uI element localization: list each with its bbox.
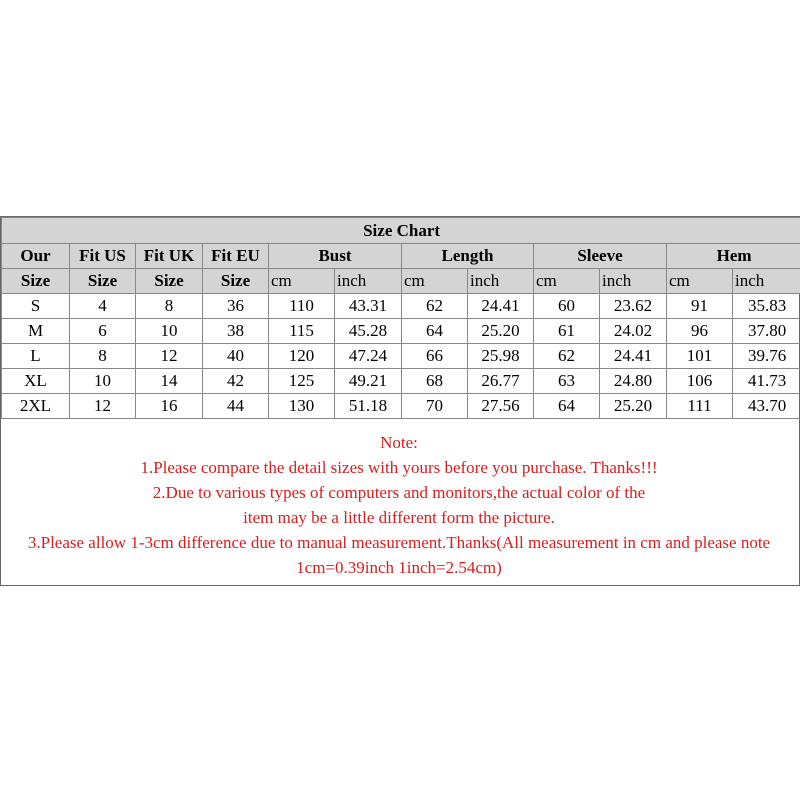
table-cell: 8 (136, 294, 203, 319)
table-cell: 70 (402, 394, 468, 419)
table-cell: 61 (534, 319, 600, 344)
table-cell: 27.56 (468, 394, 534, 419)
table-row (2, 344, 800, 369)
table-cell: XL (2, 369, 70, 394)
table-cell: 91 (667, 294, 733, 319)
table-cell: 24.41 (600, 344, 667, 369)
header-us-size: Size (70, 269, 136, 294)
table-cell: 42 (203, 369, 269, 394)
bust-inch-header: inch (335, 269, 402, 294)
table-cell: 26.77 (468, 369, 534, 394)
header-fit-eu: Fit EU (203, 244, 269, 269)
table-cell: 130 (269, 394, 335, 419)
table-cell: 110 (269, 294, 335, 319)
table-cell: 125 (269, 369, 335, 394)
table-cell: M (2, 319, 70, 344)
header-uk-size: Size (136, 269, 203, 294)
table-cell: 44 (203, 394, 269, 419)
sleeve-cm-header: cm (534, 269, 600, 294)
table-cell: 35.83 (733, 294, 800, 319)
table-cell: 66 (402, 344, 468, 369)
table-cell: 49.21 (335, 369, 402, 394)
table-cell: 60 (534, 294, 600, 319)
note-heading: Note: (380, 433, 418, 452)
table-cell: 62 (534, 344, 600, 369)
table-cell: 101 (667, 344, 733, 369)
table-cell: 10 (70, 369, 136, 394)
table-cell: 12 (136, 344, 203, 369)
header-our: Our (2, 244, 70, 269)
table-cell: 43.31 (335, 294, 402, 319)
table-cell: 25.20 (600, 394, 667, 419)
table-cell: 37.80 (733, 319, 800, 344)
header-sleeve: Sleeve (534, 244, 667, 269)
note-item-1: 1.Please compare the detail sizes with yours before you purchase. Thanks!!! (140, 458, 658, 477)
table-cell: 12 (70, 394, 136, 419)
table-cell: 6 (70, 319, 136, 344)
length-inch-header: inch (468, 269, 534, 294)
table-cell: 39.76 (733, 344, 800, 369)
table-cell: 63 (534, 369, 600, 394)
table-cell: 111 (667, 394, 733, 419)
table-row (2, 319, 800, 344)
table-cell: 43.70 (733, 394, 800, 419)
table-cell: 120 (269, 344, 335, 369)
table-cell: 2XL (2, 394, 70, 419)
header-length: Length (402, 244, 534, 269)
table-cell: 24.80 (600, 369, 667, 394)
table-cell: 96 (667, 319, 733, 344)
table-cell: 10 (136, 319, 203, 344)
table-cell: 8 (70, 344, 136, 369)
table-cell: 40 (203, 344, 269, 369)
note-item-2: 2.Due to various types of computers and monitors,the actual color of the item may be a little different form the picture. (152, 483, 646, 527)
table-cell: 24.02 (600, 319, 667, 344)
table-cell: 106 (667, 369, 733, 394)
notes-section (0, 430, 798, 580)
table-cell: 41.73 (733, 369, 800, 394)
table-cell: 16 (136, 394, 203, 419)
table-cell: 14 (136, 369, 203, 394)
hem-inch-header: inch (733, 269, 800, 294)
table-cell: 36 (203, 294, 269, 319)
table-cell: 64 (402, 319, 468, 344)
header-hem: Hem (667, 244, 800, 269)
table-body (2, 294, 800, 419)
table-cell: 25.20 (468, 319, 534, 344)
table-cell: 62 (402, 294, 468, 319)
table-cell: 68 (402, 369, 468, 394)
length-cm-header: cm (402, 269, 468, 294)
header-our-size: Size (2, 269, 70, 294)
bust-cm-header: cm (269, 269, 335, 294)
table-cell: 47.24 (335, 344, 402, 369)
table-cell: 51.18 (335, 394, 402, 419)
table-cell: 115 (269, 319, 335, 344)
table-row (2, 369, 800, 394)
table-cell: L (2, 344, 70, 369)
table-cell: 45.28 (335, 319, 402, 344)
header-bust: Bust (269, 244, 402, 269)
table-cell: 38 (203, 319, 269, 344)
table-row (2, 294, 800, 319)
hem-cm-header: cm (667, 269, 733, 294)
table-cell: 24.41 (468, 294, 534, 319)
header-fit-uk: Fit UK (136, 244, 203, 269)
sleeve-inch-header: inch (600, 269, 667, 294)
table-cell: 4 (70, 294, 136, 319)
table-cell: S (2, 294, 70, 319)
chart-title: Size Chart (2, 218, 800, 244)
table-row (2, 394, 800, 419)
table-cell: 64 (534, 394, 600, 419)
header-fit-us: Fit US (70, 244, 136, 269)
note-item-3: 3.Please allow 1-3cm difference due to manual measurement.Thanks(All measurement in cm and please note 1cm=0.39inch 1inch=2.54cm) (27, 533, 771, 577)
table-cell: 25.98 (468, 344, 534, 369)
header-eu-size: Size (203, 269, 269, 294)
table-cell: 23.62 (600, 294, 667, 319)
